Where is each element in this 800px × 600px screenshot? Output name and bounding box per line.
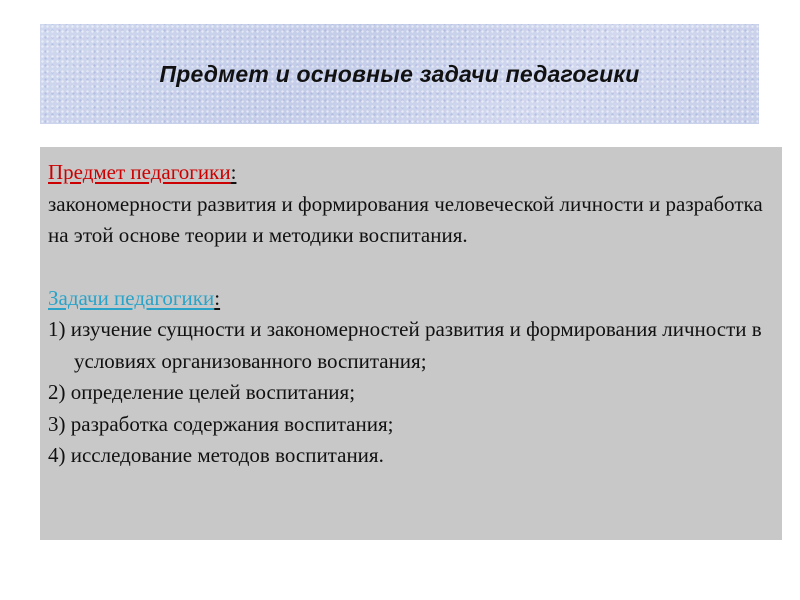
tasks-heading-colon: :	[214, 285, 221, 310]
task-item-1: 1) изучение сущности и закономерностей развития и формирования личности в условиях организованного воспитания;	[48, 317, 762, 373]
task-item-2: 2) определение целей воспитания;	[48, 380, 356, 404]
title-banner	[40, 24, 759, 124]
slide-title: Предмет и основные задачи педагогики	[159, 60, 640, 87]
spacer	[48, 252, 774, 283]
tasks-heading: Задачи педагогики	[48, 285, 215, 310]
task-item-4: 4) исследование методов воспитания.	[48, 443, 384, 467]
subject-heading-line	[48, 157, 774, 189]
subject-heading-colon: :	[230, 160, 237, 184]
content-box	[40, 147, 782, 540]
tasks-heading-line	[48, 283, 774, 315]
subject-heading: Предмет педагогики	[48, 160, 231, 184]
subject-text: закономерности развития и формирования человеческой личности и разработка на этой основе теории и методики воспитания.	[48, 191, 763, 247]
task-item-3: 3) разработка содержания воспитания;	[48, 411, 394, 436]
